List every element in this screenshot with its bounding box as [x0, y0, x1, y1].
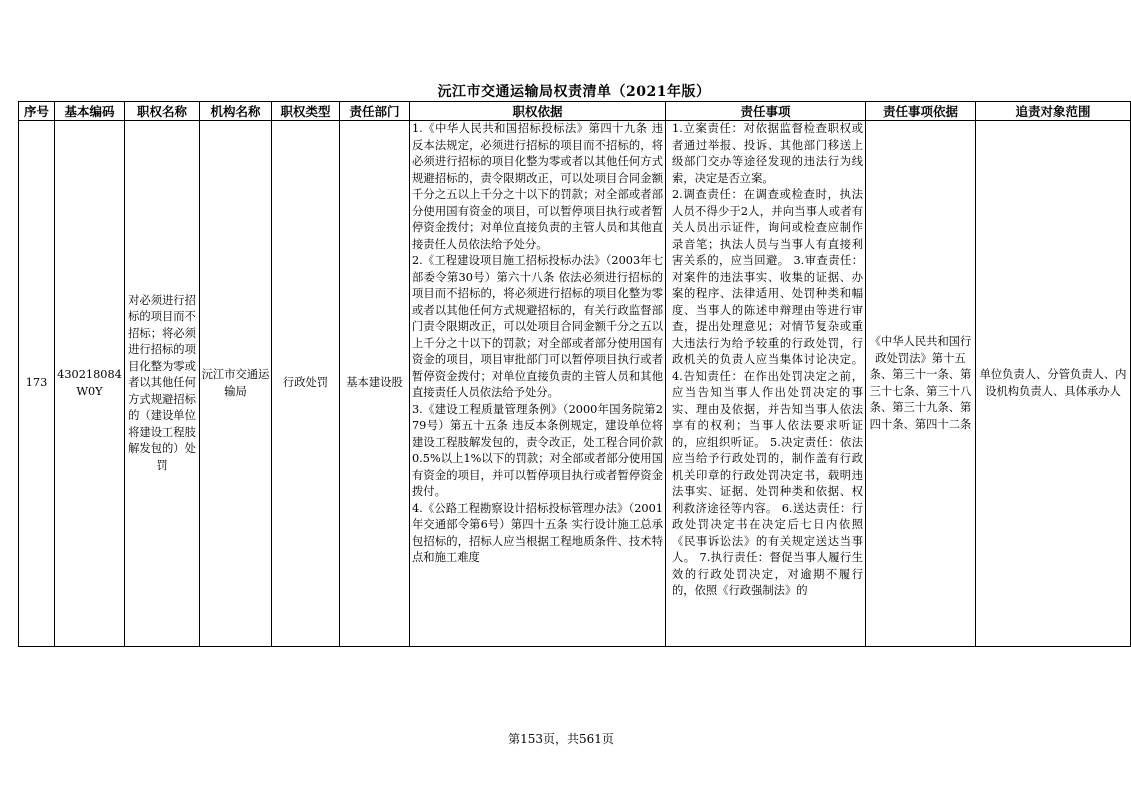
cell-basis: 1.《中华人民共和国招标投标法》第四十九条 违反本法规定，必须进行招标的项目而不招标的，将必须进行招标的项目化整为零或者以其他任何方式规避招标的，责令限期改正，可以处项目合同金额千分之五以上千分之十以下的罚款；对全部或者部分使用国有资金的项目，可以暂停项目执行或者暂停资金拨付；对单位直接负责的主管人员和其他直接责任人员依法给予处分。 2.《工程建设项目施工招标投标办法》（2003年七部委令第30号）第六十八条 依法必须进行招标的项目而不招标的，将必须进行招标的项目化整为零或者以其他任何方式规避招标的，有关行政监督部门责令限期改正，可以处项目合同金额千分之五以上千分之十以下的罚款；对全部或者部分使用国有资金的项目，项目审批部门可以暂停项目执行或者暂停资金拨付；对单位直接负责的主管人员和其他直接责任人员依法给予处分。 3.《建设工程质量管理条例》（2000年国务院第279号）第五十五条 违反本条例规定，建设单位将建设工程肢解发包的，责令改正，处工程合同价款0.5%以上1%以下的罚款；对全部或者部分使用国有资金的项目，并可以暂停项目执行或者暂停资金拨付。 4.《公路工程勘察设计招标投标管理办法》（2001年交通部令第6号）第四十五条 实行设计施工总承包招标的，招标人应当根据工程地质条件、技术特点和施工难度: [412, 122, 663, 564]
header-basis: 职权依据: [410, 102, 666, 121]
cell-index: 173: [19, 121, 55, 647]
cell-department: 基本建设股: [340, 121, 410, 647]
header-duty-basis: 责任事项依据: [866, 102, 976, 121]
header-row: [19, 102, 1131, 121]
header-accountability: 追责对象范围: [976, 102, 1131, 121]
header-power-name: 职权名称: [125, 102, 200, 121]
header-code: 基本编码: [55, 102, 125, 121]
header-org-name: 机构名称: [200, 102, 272, 121]
header-index: 序号: [19, 102, 55, 121]
power-list-table: [18, 101, 1131, 647]
cell-accountability: 单位负责人、分管负责人、内设机构负责人、具体承办人: [976, 121, 1131, 647]
cell-power-name: 对必须进行招标的项目而不招标；将必须进行招标的项目化整为零或者以其他任何方式规避招标的（建设单位将建设工程肢解发包的）处罚: [125, 121, 200, 647]
header-duties: 责任事项: [666, 102, 866, 121]
cell-org-name: 沅江市交通运输局: [200, 121, 272, 647]
table-row: [19, 121, 1131, 647]
cell-code: 430218084W0Y: [55, 121, 125, 647]
page-number: 第153页，共561页: [508, 732, 614, 746]
header-power-type: 职权类型: [272, 102, 340, 121]
cell-power-type: 行政处罚: [272, 121, 340, 647]
cell-duties: 1.立案责任：对依据监督检查职权或者通过举报、投诉、其他部门移送上级部门交办等途径发现的违法行为线索，决定是否立案。 2.调查责任：在调查或检查时，执法人员不得少于2人，并向当事人或者有关人员出示证件，询问或检查应制作录音笔；执法人员与当事人有直接利害关系的，应当回避。 3.审查责任：对案件的违法事实、收集的证据、办案的程序、法律适用、处罚种类和幅度、当事人的陈述申辩理由等进行审查，提出处理意见；对情节复杂或重大违法行为给予较重的行政处罚，行政机关的负责人应当集体讨论决定。 4.告知责任：在作出处罚决定之前，应当告知当事人作出处罚决定的事实、理由及依据，并告知当事人依法享有的权利；当事人依法要求听证的，应组织听证。 5.决定责任：依法应当给予行政处罚的，制作盖有行政机关印章的行政处罚决定书，载明违法事实、证据、处罚种类和依据、权利救济途径等内容。 6.送达责任：行政处罚决定书在决定后七日内依照《民事诉讼法》的有关规定送达当事人。 7.执行责任：督促当事人履行生效的行政处罚决定，对逾期不履行的，依照《行政强制法》的: [672, 122, 863, 597]
header-department: 责任部门: [340, 102, 410, 121]
document-title: 沅江市交通运输局权责清单（2021年版）: [437, 84, 711, 100]
cell-duty-basis: 《中华人民共和国行政处罚法》第十五条、第三十一条、第三十七条、第三十八条、第三十九条、第四十条、第四十二条: [866, 121, 976, 647]
